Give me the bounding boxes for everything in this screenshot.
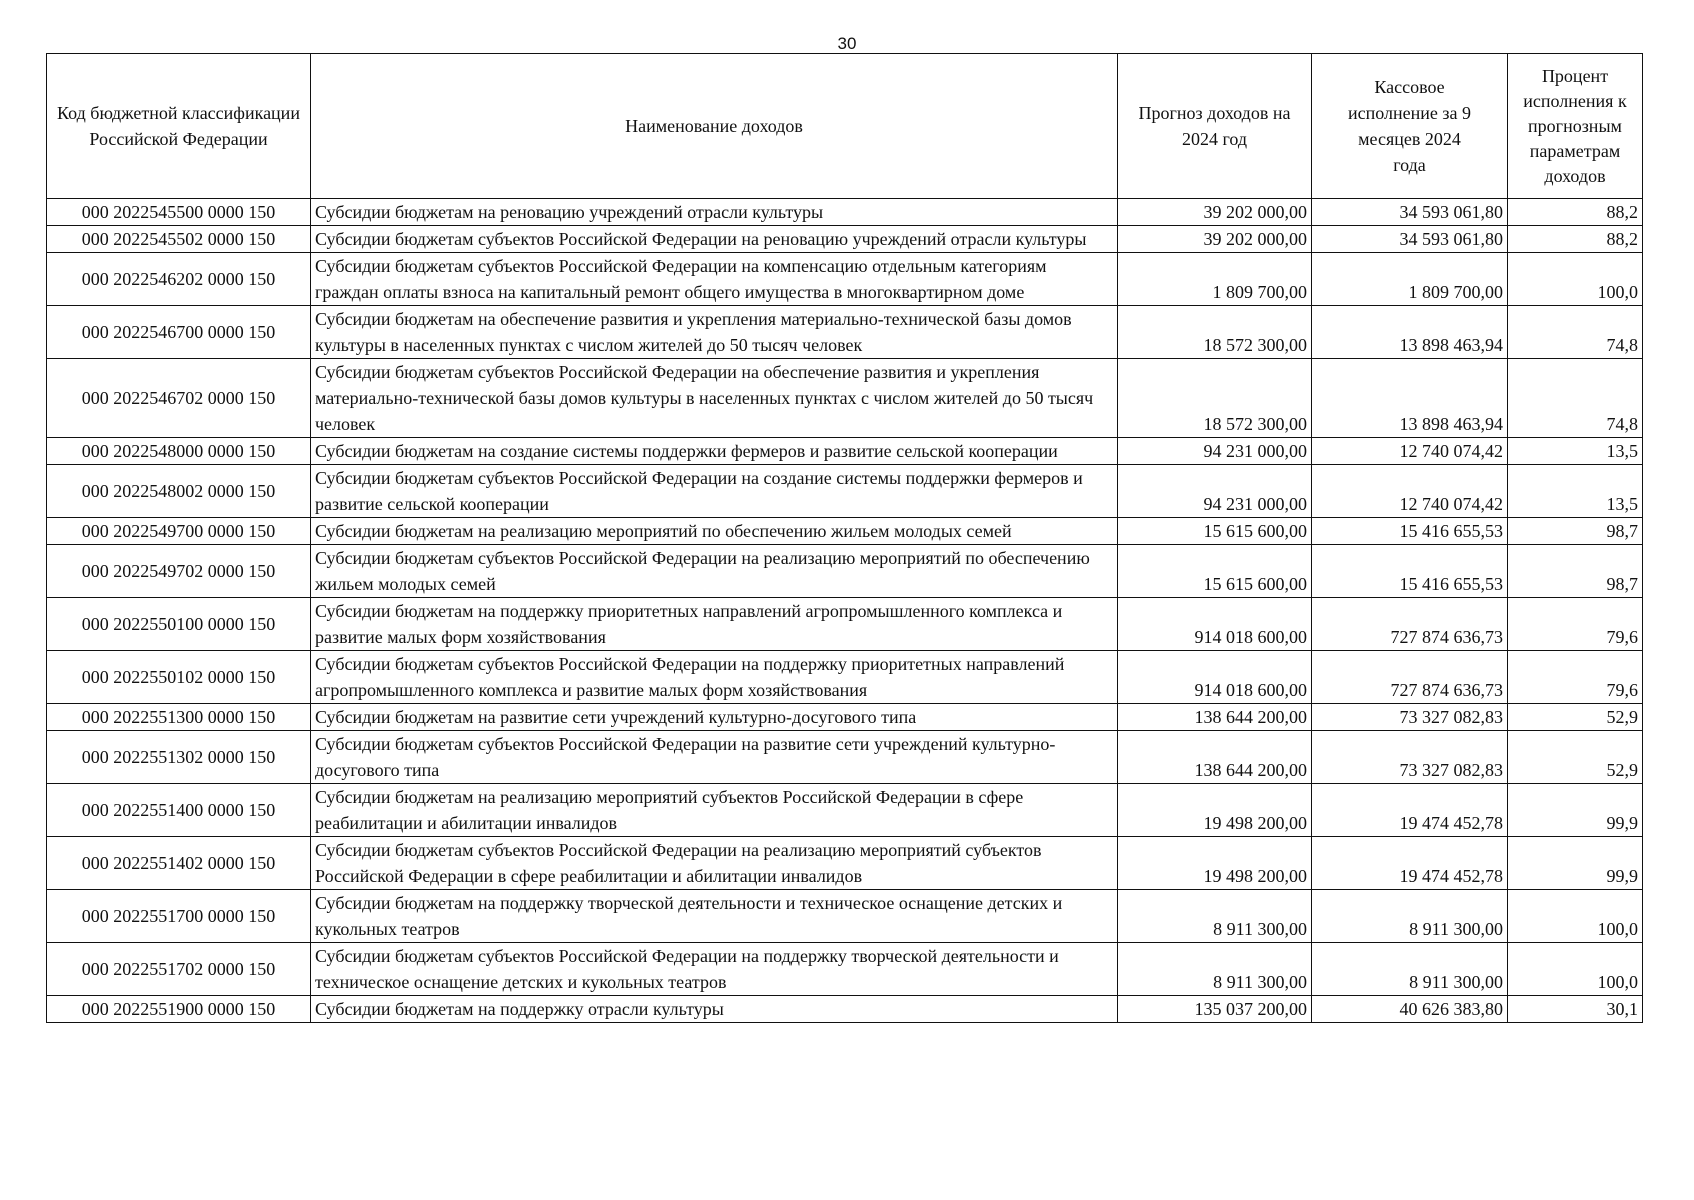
cell-forecast: 15 615 600,00 xyxy=(1118,545,1312,598)
cell-name: Субсидии бюджетам на развитие сети учреждений культурно-досугового типа xyxy=(311,704,1118,731)
cell-name: Субсидии бюджетам субъектов Российской Федерации на обеспечение развития и укрепления материально-технической базы домов культуры в населенных пунктах с числом жителей до 50 тысяч человек xyxy=(311,359,1118,438)
cell-name: Субсидии бюджетам субъектов Российской Федерации на поддержку приоритетных направлений агропромышленного комплекса и развитие малых форм хозяйствования xyxy=(311,651,1118,704)
cell-executed: 73 327 082,83 xyxy=(1312,704,1508,731)
cell-name: Субсидии бюджетам субъектов Российской Федерации на реализацию мероприятий субъектов Российской Федерации в сфере реабилитации и абилитации инвалидов xyxy=(311,837,1118,890)
cell-executed: 8 911 300,00 xyxy=(1312,943,1508,996)
cell-code: 000 2022551400 0000 150 xyxy=(47,784,311,837)
table-row xyxy=(47,731,1643,784)
cell-forecast: 18 572 300,00 xyxy=(1118,359,1312,438)
cell-executed: 12 740 074,42 xyxy=(1312,465,1508,518)
cell-percent: 88,2 xyxy=(1508,199,1643,226)
cell-percent: 100,0 xyxy=(1508,943,1643,996)
cell-name: Субсидии бюджетам субъектов Российской Федерации на создание системы поддержки фермеров и развитие сельской кооперации xyxy=(311,465,1118,518)
cell-name: Субсидии бюджетам на поддержку отрасли культуры xyxy=(311,996,1118,1023)
cell-forecast: 914 018 600,00 xyxy=(1118,651,1312,704)
table-row xyxy=(47,598,1643,651)
cell-forecast: 138 644 200,00 xyxy=(1118,704,1312,731)
cell-name: Субсидии бюджетам на реновацию учреждений отрасли культуры xyxy=(311,199,1118,226)
cell-executed: 40 626 383,80 xyxy=(1312,996,1508,1023)
cell-percent: 13,5 xyxy=(1508,438,1643,465)
page-number: 30 xyxy=(837,34,857,53)
cell-executed: 34 593 061,80 xyxy=(1312,226,1508,253)
cell-name: Субсидии бюджетам на обеспечение развития и укрепления материально-технической базы домов культуры в населенных пунктах с числом жителей до 50 тысяч человек xyxy=(311,306,1118,359)
cell-executed: 19 474 452,78 xyxy=(1312,784,1508,837)
cell-code: 000 2022551900 0000 150 xyxy=(47,996,311,1023)
cell-percent: 74,8 xyxy=(1508,306,1643,359)
header-forecast: Прогноз доходов на 2024 год xyxy=(1118,54,1312,199)
cell-executed: 1 809 700,00 xyxy=(1312,253,1508,306)
cell-executed: 15 416 655,53 xyxy=(1312,545,1508,598)
header-row xyxy=(47,54,1643,199)
header-name: Наименование доходов xyxy=(311,54,1118,199)
cell-forecast: 94 231 000,00 xyxy=(1118,465,1312,518)
cell-code: 000 2022546700 0000 150 xyxy=(47,306,311,359)
cell-name: Субсидии бюджетам субъектов Российской Федерации на реализацию мероприятий по обеспечению жильем молодых семей xyxy=(311,545,1118,598)
table-row xyxy=(47,996,1643,1023)
cell-percent: 52,9 xyxy=(1508,731,1643,784)
cell-name: Субсидии бюджетам на реализацию мероприятий субъектов Российской Федерации в сфере реабилитации и абилитации инвалидов xyxy=(311,784,1118,837)
table-row xyxy=(47,651,1643,704)
table-row xyxy=(47,306,1643,359)
cell-executed: 19 474 452,78 xyxy=(1312,837,1508,890)
cell-forecast: 8 911 300,00 xyxy=(1118,943,1312,996)
table-row xyxy=(47,465,1643,518)
cell-executed: 12 740 074,42 xyxy=(1312,438,1508,465)
cell-percent: 100,0 xyxy=(1508,890,1643,943)
cell-forecast: 19 498 200,00 xyxy=(1118,837,1312,890)
cell-executed: 13 898 463,94 xyxy=(1312,359,1508,438)
header-executed: Кассовое исполнение за 9 месяцев 2024 года xyxy=(1312,54,1508,199)
cell-forecast: 15 615 600,00 xyxy=(1118,518,1312,545)
cell-percent: 100,0 xyxy=(1508,253,1643,306)
table-row xyxy=(47,784,1643,837)
cell-forecast: 18 572 300,00 xyxy=(1118,306,1312,359)
table-header xyxy=(47,54,1643,199)
cell-code: 000 2022551300 0000 150 xyxy=(47,704,311,731)
table-row xyxy=(47,438,1643,465)
table-row xyxy=(47,226,1643,253)
cell-percent: 79,6 xyxy=(1508,651,1643,704)
table-row xyxy=(47,359,1643,438)
cell-name: Субсидии бюджетам на реализацию мероприятий по обеспечению жильем молодых семей xyxy=(311,518,1118,545)
cell-code: 000 2022551702 0000 150 xyxy=(47,943,311,996)
cell-name: Субсидии бюджетам на поддержку приоритетных направлений агропромышленного комплекса и развитие малых форм хозяйствования xyxy=(311,598,1118,651)
cell-percent: 88,2 xyxy=(1508,226,1643,253)
revenue-table xyxy=(46,53,1643,1023)
table-row xyxy=(47,704,1643,731)
table-row xyxy=(47,837,1643,890)
cell-forecast: 1 809 700,00 xyxy=(1118,253,1312,306)
cell-forecast: 138 644 200,00 xyxy=(1118,731,1312,784)
cell-code: 000 2022551700 0000 150 xyxy=(47,890,311,943)
cell-code: 000 2022548000 0000 150 xyxy=(47,438,311,465)
cell-percent: 98,7 xyxy=(1508,545,1643,598)
cell-percent: 99,9 xyxy=(1508,837,1643,890)
cell-forecast: 94 231 000,00 xyxy=(1118,438,1312,465)
cell-executed: 13 898 463,94 xyxy=(1312,306,1508,359)
table-row xyxy=(47,545,1643,598)
cell-executed: 727 874 636,73 xyxy=(1312,598,1508,651)
cell-code: 000 2022545502 0000 150 xyxy=(47,226,311,253)
cell-percent: 13,5 xyxy=(1508,465,1643,518)
cell-forecast: 914 018 600,00 xyxy=(1118,598,1312,651)
cell-code: 000 2022546202 0000 150 xyxy=(47,253,311,306)
cell-executed: 727 874 636,73 xyxy=(1312,651,1508,704)
table-row xyxy=(47,943,1643,996)
cell-name: Субсидии бюджетам субъектов Российской Федерации на реновацию учреждений отрасли культуры xyxy=(311,226,1118,253)
cell-name: Субсидии бюджетам субъектов Российской Федерации на поддержку творческой деятельности и техническое оснащение детских и кукольных театров xyxy=(311,943,1118,996)
cell-forecast: 39 202 000,00 xyxy=(1118,199,1312,226)
cell-percent: 30,1 xyxy=(1508,996,1643,1023)
cell-executed: 34 593 061,80 xyxy=(1312,199,1508,226)
cell-executed: 8 911 300,00 xyxy=(1312,890,1508,943)
cell-percent: 79,6 xyxy=(1508,598,1643,651)
cell-executed: 73 327 082,83 xyxy=(1312,731,1508,784)
cell-code: 000 2022549702 0000 150 xyxy=(47,545,311,598)
table-row xyxy=(47,890,1643,943)
cell-name: Субсидии бюджетам субъектов Российской Федерации на компенсацию отдельным категориям граждан оплаты взноса на капитальный ремонт общего имущества в многоквартирном доме xyxy=(311,253,1118,306)
cell-percent: 74,8 xyxy=(1508,359,1643,438)
cell-code: 000 2022551302 0000 150 xyxy=(47,731,311,784)
cell-code: 000 2022550102 0000 150 xyxy=(47,651,311,704)
cell-executed: 15 416 655,53 xyxy=(1312,518,1508,545)
cell-percent: 99,9 xyxy=(1508,784,1643,837)
cell-percent: 98,7 xyxy=(1508,518,1643,545)
cell-code: 000 2022548002 0000 150 xyxy=(47,465,311,518)
cell-name: Субсидии бюджетам на создание системы поддержки фермеров и развитие сельской кооперации xyxy=(311,438,1118,465)
cell-forecast: 39 202 000,00 xyxy=(1118,226,1312,253)
cell-forecast: 135 037 200,00 xyxy=(1118,996,1312,1023)
table-row xyxy=(47,253,1643,306)
cell-code: 000 2022550100 0000 150 xyxy=(47,598,311,651)
header-code: Код бюджетной классификации Российской Федерации xyxy=(47,54,311,199)
table-row xyxy=(47,199,1643,226)
table-row xyxy=(47,518,1643,545)
cell-code: 000 2022549700 0000 150 xyxy=(47,518,311,545)
cell-name: Субсидии бюджетам субъектов Российской Федерации на развитие сети учреждений культурно-досугового типа xyxy=(311,731,1118,784)
cell-code: 000 2022551402 0000 150 xyxy=(47,837,311,890)
cell-code: 000 2022546702 0000 150 xyxy=(47,359,311,438)
cell-forecast: 8 911 300,00 xyxy=(1118,890,1312,943)
cell-percent: 52,9 xyxy=(1508,704,1643,731)
cell-forecast: 19 498 200,00 xyxy=(1118,784,1312,837)
cell-name: Субсидии бюджетам на поддержку творческой деятельности и техническое оснащение детских и кукольных театров xyxy=(311,890,1118,943)
header-percent: Процент исполнения к прогнозным параметрам доходов xyxy=(1508,54,1643,199)
table-body xyxy=(47,199,1643,1023)
cell-code: 000 2022545500 0000 150 xyxy=(47,199,311,226)
